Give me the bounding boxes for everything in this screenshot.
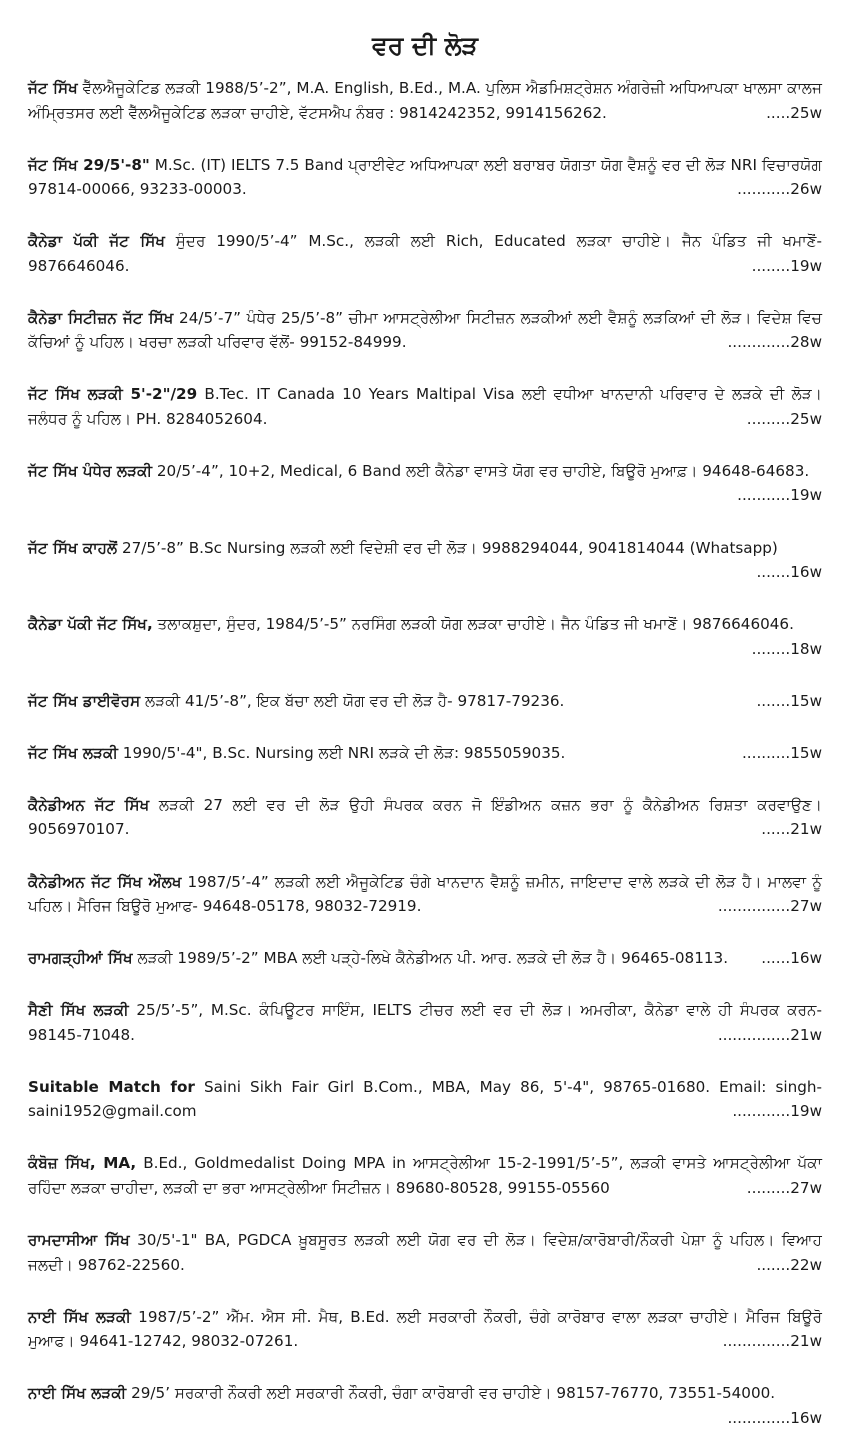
ad-body: ਤਲਾਕਸ਼ੁਦਾ, ਸੁੰਦਰ, 1984/5’-5” ਨਰਸਿੰਗ ਲੜਕੀ ਯੋਗ ਲੜਕਾ ਚਾਹੀਏ। ਜੈਨ ਪੰਡਿਤ ਜੀ ਖਮਾਣੋਂ। 9876646046. bbox=[152, 615, 794, 634]
ad-body: ਲੜਕੀ 1989/5’-2” MBA ਲਈ ਪੜ੍ਹੇ-ਲਿਖੇ ਕੈਨੇਡੀਅਨ ਪੀ. ਆਰ. ਲੜਕੇ ਦੀ ਲੋੜ ਹੈ। 96465-08113. bbox=[132, 949, 729, 968]
ad-item bbox=[28, 946, 822, 971]
ad-item bbox=[28, 741, 822, 766]
ad-heading: ਜੱਟ ਸਿੱਖ bbox=[28, 79, 78, 97]
ad-heading: ਕੈਨੇਡਾ ਸਿਟੀਜ਼ਨ ਜੱਟ ਸਿੱਖ bbox=[28, 308, 174, 327]
ad-heading: ਕੈਨੇਡਾ ਪੱਕੀ ਜੱਟ ਸਿੱਖ bbox=[28, 232, 165, 251]
ad-body: 1987/5’-4” ਲੜਕੀ ਲਈ ਐਜੂਕੇਟਿਡ ਚੰਗੇ ਖਾਨਦਾਨ ਵੈਸ਼ਨੂੰ ਜ਼ਮੀਨ, ਜਾਇਦਾਦ ਵਾਲੇ ਲੜਕੇ ਦੀ ਲੋੜ ਹੈ। ਮਾਲਵਾ ਨੂੰ ਪਹਿਲ। ਮੈਰਿਜ ਬਿਊਰੋ ਮੁਆਫ- 94648-05178, 98032-72919. bbox=[28, 872, 822, 916]
ad-item bbox=[28, 998, 822, 1047]
ad-code: ......21w bbox=[761, 820, 822, 839]
ad-heading: ਰਾਮਦਾਸੀਆ ਸਿੱਖ bbox=[28, 1231, 130, 1249]
ad-code: .............28w bbox=[727, 333, 822, 352]
ad-heading: ਨਾਈ ਸਿੱਖ ਲੜਕੀ bbox=[28, 1384, 127, 1403]
ad-item bbox=[28, 1228, 822, 1277]
page-title: ਵਰ ਦੀ ਲੋੜ bbox=[372, 31, 478, 60]
ad-heading: ਜੱਟ ਸਿੱਖ ਕਾਹਲੋਂ bbox=[28, 538, 118, 557]
ad-code: .............16w bbox=[727, 1408, 822, 1427]
ad-item bbox=[28, 153, 822, 202]
ad-code: ......16w bbox=[761, 949, 822, 968]
ad-item bbox=[28, 459, 822, 508]
ad-body: 1990/5'-4", B.Sc. Nursing ਲਈ NRI ਲੜਕੇ ਦੀ ਲੋੜ: 9855059035. bbox=[117, 743, 566, 762]
ad-body: 30/5'-1" BA, PGDCA ਖ਼ੂਬਸੂਰਤ ਲੜਕੀ ਲਈ ਯੋਗ ਵਰ ਦੀ ਲੋੜ। ਵਿਦੇਸ਼/ਕਾਰੋਬਾਰੀ/ਨੌਕਰੀ ਪੇਸ਼ਾ ਨੂੰ ਪਹਿਲ। ਵਿਆਹ ਜਲਦੀ। 98762-22560. bbox=[28, 1231, 822, 1274]
ad-body: ਵੈੱਲਐਜੂਕੇਟਿਡ ਲੜਕੀ 1988/5’-2”, M.A. English, B.Ed., M.A. ਪੁਲਿਸ ਐਡਮਿਸ਼ਟ੍ਰੇਸ਼ਨ ਅੰਗਰੇਜ਼ੀ ਅਧਿਆਪਕਾ ਖਾਲਸਾ ਕਾਲਜ ਅੰਮ੍ਰਿਤਸਰ ਲਈ ਵੈੱਲਐਜੂਕੇਟਿਡ ਲੜਕਾ ਚਾਹੀਏ, ਵੱਟਸਐਪ ਨੰਬਰ : 9814242352, 9914156262. bbox=[28, 79, 822, 122]
ad-heading: Suitable Match for bbox=[28, 1077, 195, 1096]
ad-code: .....25w bbox=[766, 103, 822, 122]
ad-heading: ਜੱਟ ਸਿੱਖ ਪੰਧੇਰ ਲੜਕੀ bbox=[28, 461, 153, 480]
ad-list bbox=[28, 76, 822, 1430]
ad-code: ........19w bbox=[751, 256, 822, 275]
ad-heading: ਰਾਮਗੜ੍ਹੀਆਂ ਸਿੱਖ bbox=[28, 949, 133, 968]
ad-body: 29/5’ ਸਰਕਾਰੀ ਨੌਕਰੀ ਲਈ ਸਰਕਾਰੀ ਨੌਕਰੀ, ਚੰਗਾ ਕਾਰੋਬਾਰੀ ਵਰ ਚਾਹੀਏ। 98157-76770, 73551-54000. bbox=[126, 1384, 776, 1403]
ad-code: .......15w bbox=[756, 691, 822, 710]
ad-code: .........27w bbox=[746, 1178, 822, 1197]
ad-code: ...............21w bbox=[717, 1025, 822, 1044]
ad-heading: ਨਾਈ ਸਿੱਖ ਲੜਕੀ bbox=[28, 1307, 131, 1326]
ad-body: B.Ed., Goldmedalist Doing MPA in ਆਸਟ੍ਰੇਲੀਆ 15-2-1991/5’-5”, ਲੜਕੀ ਵਾਸਤੇ ਆਸਟ੍ਰੇਲੀਆ ਪੱਕਾ ਰਹਿੰਦਾ ਲੜਕਾ ਚਾਹੀਦਾ, ਲੜਕੀ ਦਾ ਭਰਾ ਆਸਟ੍ਰੇਲੀਆ ਸਿਟੀਜ਼ਨ। 89680-80528, 99155-05560 bbox=[28, 1154, 822, 1197]
ad-body: 24/5’-7” ਪੰਧੇਰ 25/5’-8” ਚੀਮਾ ਆਸਟ੍ਰੇਲੀਆ ਸਿਟੀਜ਼ਨ ਲੜਕੀਆਂ ਲਈ ਵੈਸ਼ਨੂੰ ਲੜਕਿਆਂ ਦੀ ਲੋੜ। ਵਿਦੇਸ਼ ਵਿਚ ਕੱਚਿਆਂ ਨੂੰ ਪਹਿਲ। ਖਰਚਾ ਲੜਕੀ ਪਰਿਵਾਰ ਵੱਲੋਂ- 99152-84999. bbox=[28, 308, 823, 352]
ad-item bbox=[28, 1075, 822, 1124]
ad-item bbox=[28, 870, 822, 919]
ad-body: ਸੁੰਦਰ 1990/5’-4” M.Sc., ਲੜਕੀ ਲਈ Rich, Educated ਲੜਕਾ ਚਾਹੀਏ। ਜੈਨ ਪੰਡਿਤ ਜੀ ਖਮਾਣੋਂ- 9876646046. bbox=[28, 232, 822, 275]
ad-item bbox=[28, 793, 822, 842]
ad-body: ਲੜਕੀ 27 ਲਈ ਵਰ ਦੀ ਲੋੜ ਉਹੀ ਸੰਪਰਕ ਕਰਨ ਜੋ ਇੰਡੀਅਨ ਕਜ਼ਨ ਭਰਾ ਨੂੰ ਕੈਨੇਡੀਅਨ ਰਿਸ਼ਤਾ ਕਰਵਾਉਣ। 9056970107. bbox=[28, 795, 822, 839]
ad-code: ..........15w bbox=[741, 743, 822, 762]
ad-code: .......22w bbox=[756, 1255, 822, 1274]
ad-item bbox=[28, 1381, 822, 1430]
ad-code: ...........19w bbox=[737, 486, 822, 505]
ad-code: .......16w bbox=[756, 563, 822, 582]
ad-item bbox=[28, 76, 822, 125]
ad-code: ............19w bbox=[732, 1102, 822, 1121]
ad-code: ...............27w bbox=[717, 897, 822, 916]
ad-heading: ਜੱਟ ਸਿੱਖ 29/5'-8" bbox=[28, 155, 150, 174]
ad-heading: ਕੈਨੇਡੀਅਨ ਜੱਟ ਸਿੱਖ bbox=[28, 795, 150, 814]
ad-item bbox=[28, 306, 822, 355]
ad-heading: ਕੈਨੇਡੀਅਨ ਜੱਟ ਸਿੱਖ ਔਲਖ bbox=[28, 872, 182, 891]
ad-code: ...........26w bbox=[737, 180, 822, 199]
ad-item bbox=[28, 612, 822, 661]
ad-body: 1987/5’-2” ਐੱਮ. ਐਸ ਸੀ. ਮੈਥ, B.Ed. ਲਈ ਸਰਕਾਰੀ ਨੌਕਰੀ, ਚੰਗੇ ਕਾਰੋਬਾਰ ਵਾਲਾ ਲੜਕਾ ਚਾਹੀਏ। ਮੈਰਿਜ ਬਿਊਰੋ ਮੁਆਫ। 94641-12742, 98032-07261. bbox=[28, 1307, 822, 1351]
ad-code: ........18w bbox=[751, 639, 822, 658]
ad-heading: ਕੈਨੇਡਾ ਪੱਕੀ ਜੱਟ ਸਿੱਖ, bbox=[28, 615, 153, 634]
ad-item bbox=[28, 1305, 822, 1354]
ad-body: M.Sc. (IT) IELTS 7.5 Band ਪ੍ਰਾਈਵੇਟ ਅਧਿਆਪਕਾ ਲਈ ਬਰਾਬਰ ਯੋਗਤਾ ਯੋਗ ਵੈਸ਼ਨੂੰ ਵਰ ਦੀ ਲੋੜ NRI ਵਿਚਾਰਯੋਗ 97814-00066, 93233-00003. bbox=[28, 155, 822, 199]
ad-heading: ਸੈਣੀ ਸਿੱਖ ਲੜਕੀ bbox=[28, 1001, 129, 1020]
ad-item bbox=[28, 382, 822, 431]
ad-code: .........25w bbox=[746, 409, 822, 428]
ad-item bbox=[28, 689, 822, 714]
ad-item bbox=[28, 229, 822, 278]
ad-code: ..............21w bbox=[722, 1332, 822, 1351]
ad-body: B.Tec. IT Canada 10 Years Maltipal Visa ਲਈ ਵਧੀਆ ਖਾਨਦਾਨੀ ਪਰਿਵਾਰ ਦੇ ਲੜਕੇ ਦੀ ਲੋੜ। ਜਲੰਧਰ ਨੂੰ ਪਹਿਲ। PH. 8284052604. bbox=[28, 385, 822, 428]
ad-item bbox=[28, 1151, 822, 1200]
ad-heading: ਜੱਟ ਸਿੱਖ ਲੜਕੀ bbox=[28, 743, 118, 762]
ad-body: Saini Sikh Fair Girl B.Com., MBA, May 86, 5'-4", 98765-01680. Email: singh-saini1952@gmail.com bbox=[28, 1077, 822, 1121]
ad-heading: ਕੰਬੋਜ਼ ਸਿੱਖ, MA, bbox=[28, 1154, 137, 1173]
ad-body: 25/5’-5”, M.Sc. ਕੰਪਿਊਟਰ ਸਾਇੰਸ, IELTS ਟੀਚਰ ਲਈ ਵਰ ਦੀ ਲੋੜ। ਅਮਰੀਕਾ, ਕੈਨੇਡਾ ਵਾਲੇ ਹੀ ਸੰਪਰਕ ਕਰਨ- 98145-71048. bbox=[28, 1001, 822, 1044]
ad-heading: ਜੱਟ ਸਿੱਖ ਡਾਈਵੋਰਸ bbox=[28, 691, 141, 710]
ad-item bbox=[28, 536, 822, 585]
ad-body: ਲੜਕੀ 41/5’-8”, ਇਕ ਬੱਚਾ ਲਈ ਯੋਗ ਵਰ ਦੀ ਲੋੜ ਹੈ- 97817-79236. bbox=[140, 691, 565, 710]
ad-body: 20/5’-4”, 10+2, Medical, 6 Band ਲਈ ਕੈਨੇਡਾ ਵਾਸਤੇ ਯੋਗ ਵਰ ਚਾਹੀਏ, ਬਿਊਰੋ ਮੁਆਫ਼। 94648-64683. bbox=[152, 461, 810, 480]
ad-heading: ਜੱਟ ਸਿੱਖ ਲੜਕੀ 5'-2"/29 bbox=[28, 385, 198, 404]
ad-body: 27/5’-8” B.Sc Nursing ਲੜਕੀ ਲਈ ਵਿਦੇਸ਼ੀ ਵਰ ਦੀ ਲੋੜ। 9988294044, 9041814044 (Whatsapp) bbox=[117, 538, 778, 557]
